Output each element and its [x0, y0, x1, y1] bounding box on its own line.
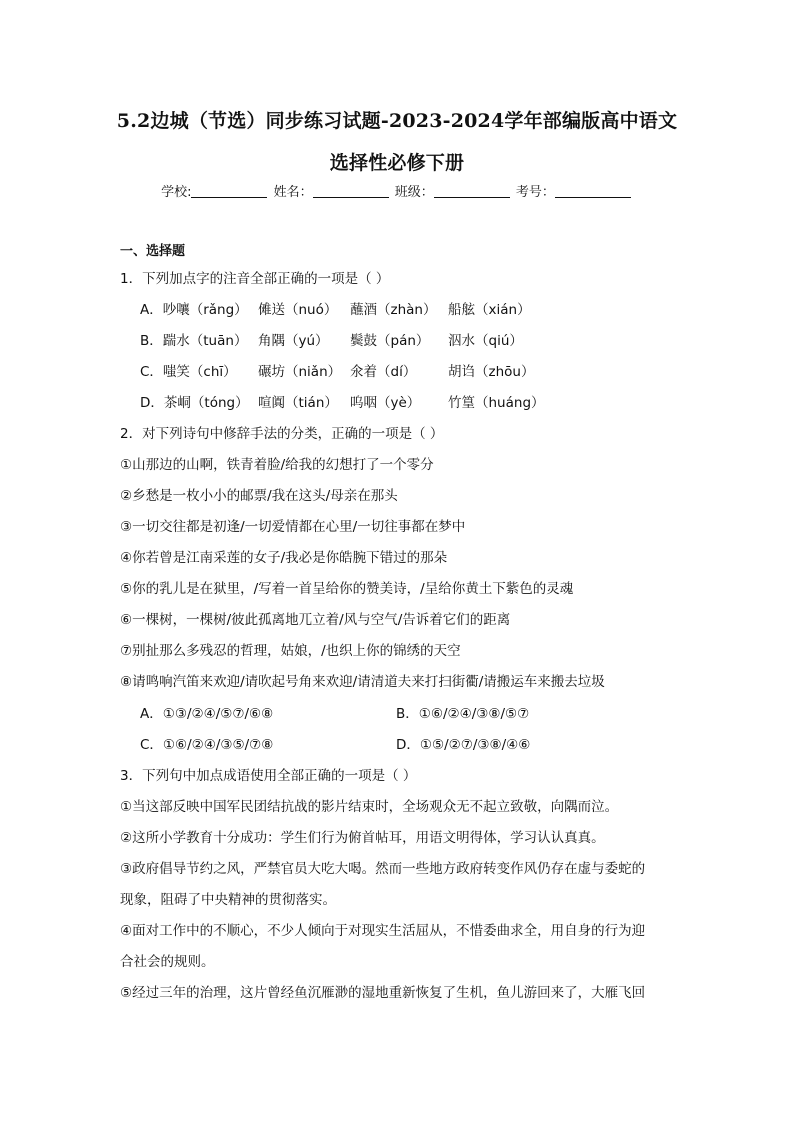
- question-2-option-b: B．①⑥/②④/③⑧/⑤⑦: [396, 706, 530, 722]
- question-3-item-continued: 现象，阻碍了中央精神的贯彻落实。: [120, 892, 336, 908]
- class-label: 班级：: [394, 185, 434, 200]
- section-heading: 一、选择题: [120, 244, 186, 259]
- question-1-option-b: B．踹水（tuān） 角隅（yú） 鬓鼓（pán） 泅水（qiú）: [140, 333, 523, 349]
- question-1-option-c: C．嗤笑（chī） 碾坊（niǎn） 氽着（dí） 胡诌（zhōu）: [140, 364, 535, 380]
- class-blank[interactable]: [434, 185, 510, 198]
- question-2-item: ⑦别扯那么多残忍的哲理，姑娘，/也织上你的锦绣的天空: [120, 643, 461, 659]
- question-2-option-a: A．①③/②④/⑤⑦/⑥⑧: [140, 706, 274, 722]
- question-2-option-d: D．①⑤/②⑦/③⑧/④⑥: [396, 737, 531, 753]
- name-label: 姓名：: [273, 185, 313, 200]
- number-blank[interactable]: [555, 185, 631, 198]
- question-3-stem: 3．下列句中加点成语使用全部正确的一项是（ ）: [120, 768, 417, 784]
- question-1-option-d: D．茶峒（tóng） 喧阗（tián） 呜咽（yè） 竹篁（huáng）: [140, 395, 545, 411]
- question-3-item-continued: 合社会的规则。: [120, 954, 215, 970]
- question-2-item: ③一切交往都是初逢/一切爱情都在心里/一切往事都在梦中: [120, 519, 466, 535]
- question-2-item: ②乡愁是一枚小小的邮票/我在这头/母亲在那头: [120, 488, 398, 504]
- question-1-option-a: A．吵嚷（rǎng） 傩送（nuó） 蘸酒（zhàn） 船舷（xián）: [140, 302, 531, 318]
- question-2-item: ④你若曾是江南采莲的女子/我必是你皓腕下错过的那朵: [120, 550, 448, 566]
- question-3-item: ②这所小学教育十分成功：学生们行为俯首帖耳，用语文明得体，学习认认真真。: [120, 830, 605, 846]
- school-blank[interactable]: [191, 185, 267, 198]
- question-2-item: ⑤你的乳儿是在狱里，/写着一首呈给你的赞美诗，/呈给你黄土下紫色的灵魂: [120, 581, 574, 597]
- student-info-row: [0, 181, 794, 200]
- document-title-line-1: 5.2边城（节选）同步练习试题-2023-2024学年部编版高中语文: [116, 110, 678, 132]
- question-2-option-c: C．①⑥/②④/③⑤/⑦⑧: [140, 737, 274, 753]
- question-2-item: ⑧请鸣响汽笛来欢迎/请吹起号角来欢迎/请清道夫来打扫街衢/请搬运车来搬去垃圾: [120, 674, 605, 690]
- question-3-item: ③政府倡导节约之风，严禁官员大吃大喝。然而一些地方政府转变作风仍存在虚与委蛇的: [120, 861, 646, 877]
- number-label: 考号：: [515, 185, 555, 200]
- question-3-item: ①当这部反映中国军民团结抗战的影片结束时，全场观众无不起立致敬，向隅而泣。: [120, 799, 619, 815]
- document-title-line-2: 选择性必修下册: [329, 152, 465, 174]
- school-label: 学校:: [161, 185, 192, 200]
- question-2-stem: 2．对下列诗句中修辞手法的分类，正确的一项是（ ）: [120, 426, 444, 442]
- question-2-item: ①山那边的山啊，铁青着脸/给我的幻想打了一个零分: [120, 457, 434, 473]
- question-2-item: ⑥一棵树，一棵树/彼此孤离地兀立着/风与空气/告诉着它们的距离: [120, 612, 511, 628]
- question-3-item: ④面对工作中的不顺心，不少人倾向于对现实生活屈从，不惜委曲求全，用自身的行为迎: [120, 923, 646, 939]
- question-1-stem: 1．下列加点字的注音全部正确的一项是（ ）: [120, 271, 390, 287]
- name-blank[interactable]: [313, 185, 389, 198]
- question-3-item: ⑤经过三年的治理，这片曾经鱼沉雁渺的湿地重新恢复了生机，鱼儿游回来了，大雁飞回: [120, 985, 646, 1001]
